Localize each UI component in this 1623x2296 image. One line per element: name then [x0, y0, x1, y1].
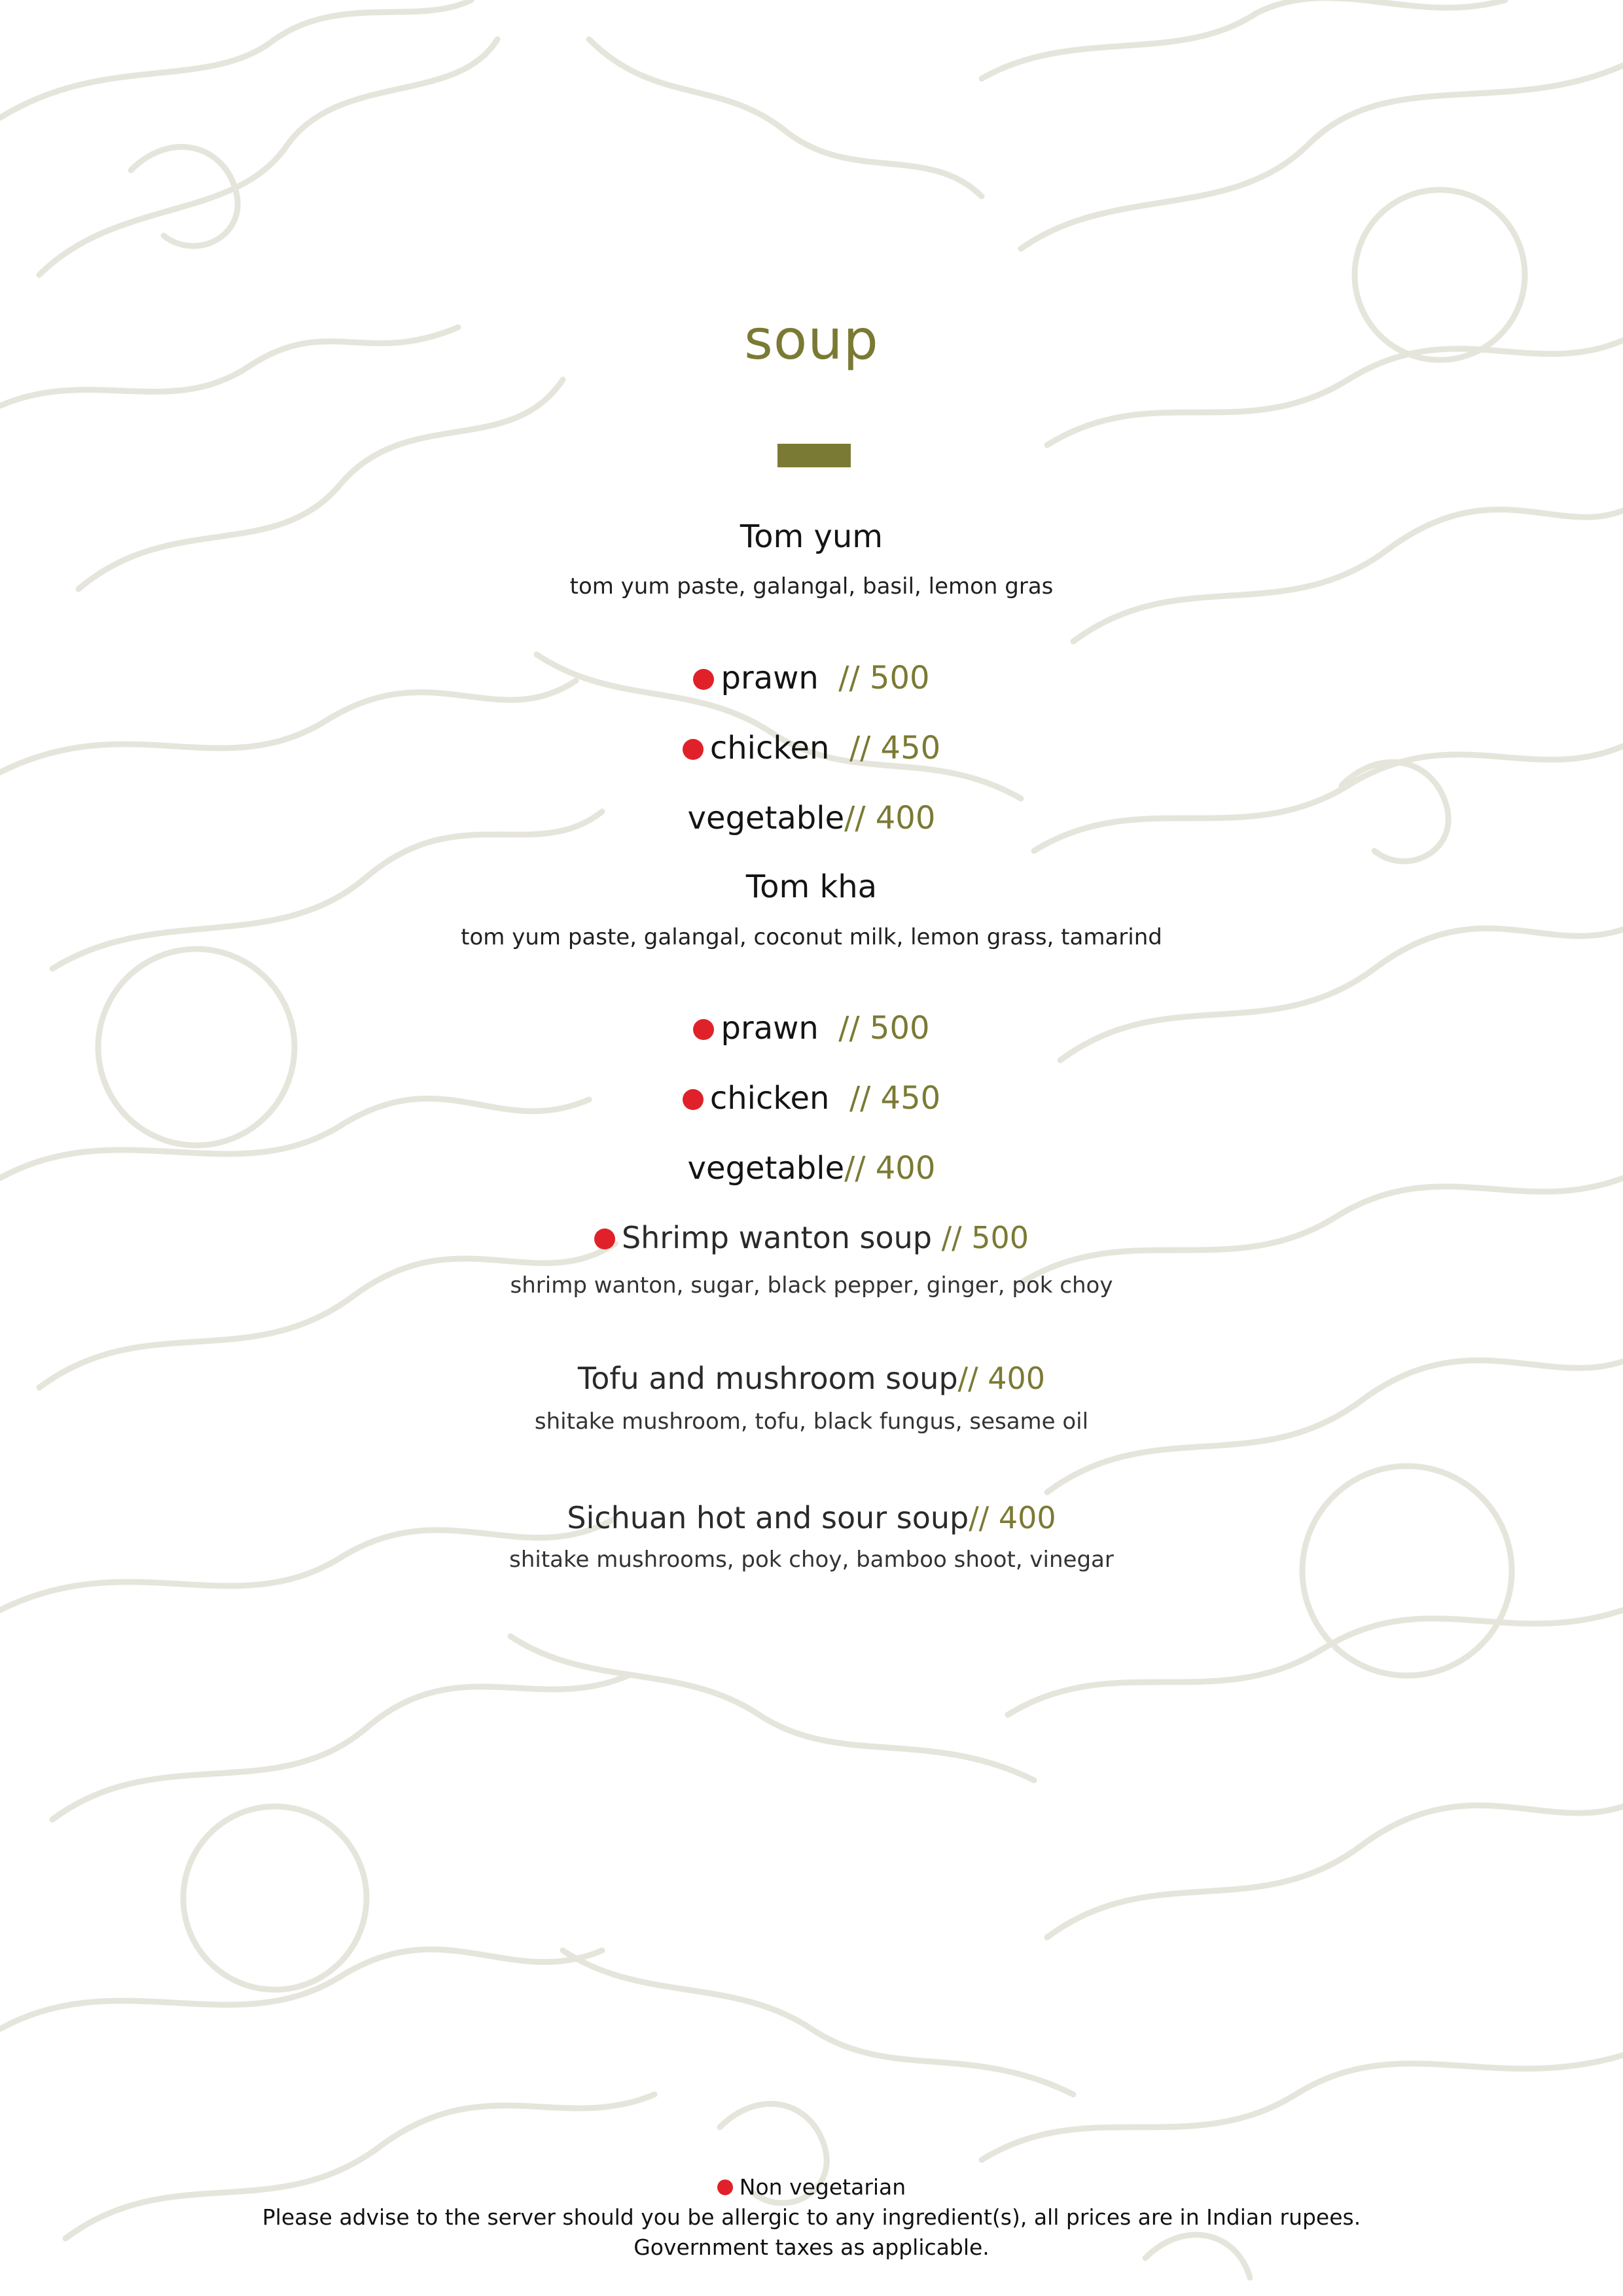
dish-name-tofu-mushroom — [0, 1361, 1623, 1396]
dish-name-shrimp-wanton — [0, 1220, 1623, 1255]
variant-tom-yum-chicken — [0, 730, 1623, 766]
variant-label: vegetable — [687, 1150, 845, 1187]
variant-price: // 450 — [849, 1080, 941, 1117]
variant-label: vegetable — [687, 800, 845, 836]
variant-price: // 450 — [849, 730, 941, 766]
dish-price: // 400 — [957, 1361, 1046, 1396]
dish-name-tom-yum: Tom yum — [740, 518, 883, 555]
variant-tom-kha-chicken — [0, 1080, 1623, 1117]
dish-description-tom-yum: tom yum paste, galangal, basil, lemon gras — [569, 573, 1054, 600]
variant-price: // 500 — [838, 660, 930, 696]
dish-description-tom-kha: tom yum paste, galangal, coconut milk, lemon grass, tamarind — [461, 924, 1162, 950]
allergy-note: Please advise to the server should you be allergic to any ingredient(s), all prices are in Indian rupees. — [262, 2204, 1361, 2230]
variant-price: // 400 — [844, 1150, 936, 1187]
variant-tom-kha-prawn — [0, 1010, 1623, 1047]
dish-name-tom-kha: Tom kha — [745, 869, 878, 905]
non-veg-dot-icon — [693, 669, 714, 690]
non-veg-dot-icon — [683, 1089, 704, 1110]
variant-price: // 400 — [844, 800, 936, 836]
non-veg-dot-icon — [683, 739, 704, 760]
variant-tom-yum-prawn — [0, 660, 1623, 696]
variant-tom-kha-vegetable — [0, 1150, 1623, 1187]
dish-description-shrimp-wanton: shrimp wanton, sugar, black pepper, ginger, pok choy — [510, 1272, 1113, 1299]
title-underline-bar — [777, 444, 851, 467]
non-veg-dot-icon — [717, 2179, 733, 2195]
section-title: soup — [744, 308, 879, 372]
non-veg-dot-icon — [693, 1019, 714, 1040]
variant-tom-yum-vegetable — [0, 800, 1623, 836]
variant-label: prawn — [721, 660, 819, 696]
dish-description-sichuan: shitake mushrooms, pok choy, bamboo shoot, vinegar — [509, 1547, 1114, 1573]
legend-non-vegetarian — [0, 2174, 1623, 2200]
dish-name-sichuan — [0, 1500, 1623, 1535]
dish-price: // 500 — [941, 1220, 1029, 1255]
variant-price: // 500 — [838, 1010, 930, 1047]
dish-title: Tofu and mushroom soup — [577, 1361, 958, 1396]
variant-label: chicken — [709, 1080, 830, 1117]
legend-label: Non vegetarian — [739, 2174, 906, 2200]
dish-description-tofu-mushroom: shitake mushroom, tofu, black fungus, sesame oil — [534, 1408, 1089, 1435]
variant-label: prawn — [721, 1010, 819, 1047]
non-veg-dot-icon — [594, 1229, 615, 1249]
dish-title: Sichuan hot and sour soup — [567, 1500, 969, 1535]
dish-price: // 400 — [969, 1500, 1056, 1535]
tax-note: Government taxes as applicable. — [633, 2234, 990, 2260]
dish-title: Shrimp wanton soup — [621, 1220, 932, 1255]
variant-label: chicken — [709, 730, 830, 766]
